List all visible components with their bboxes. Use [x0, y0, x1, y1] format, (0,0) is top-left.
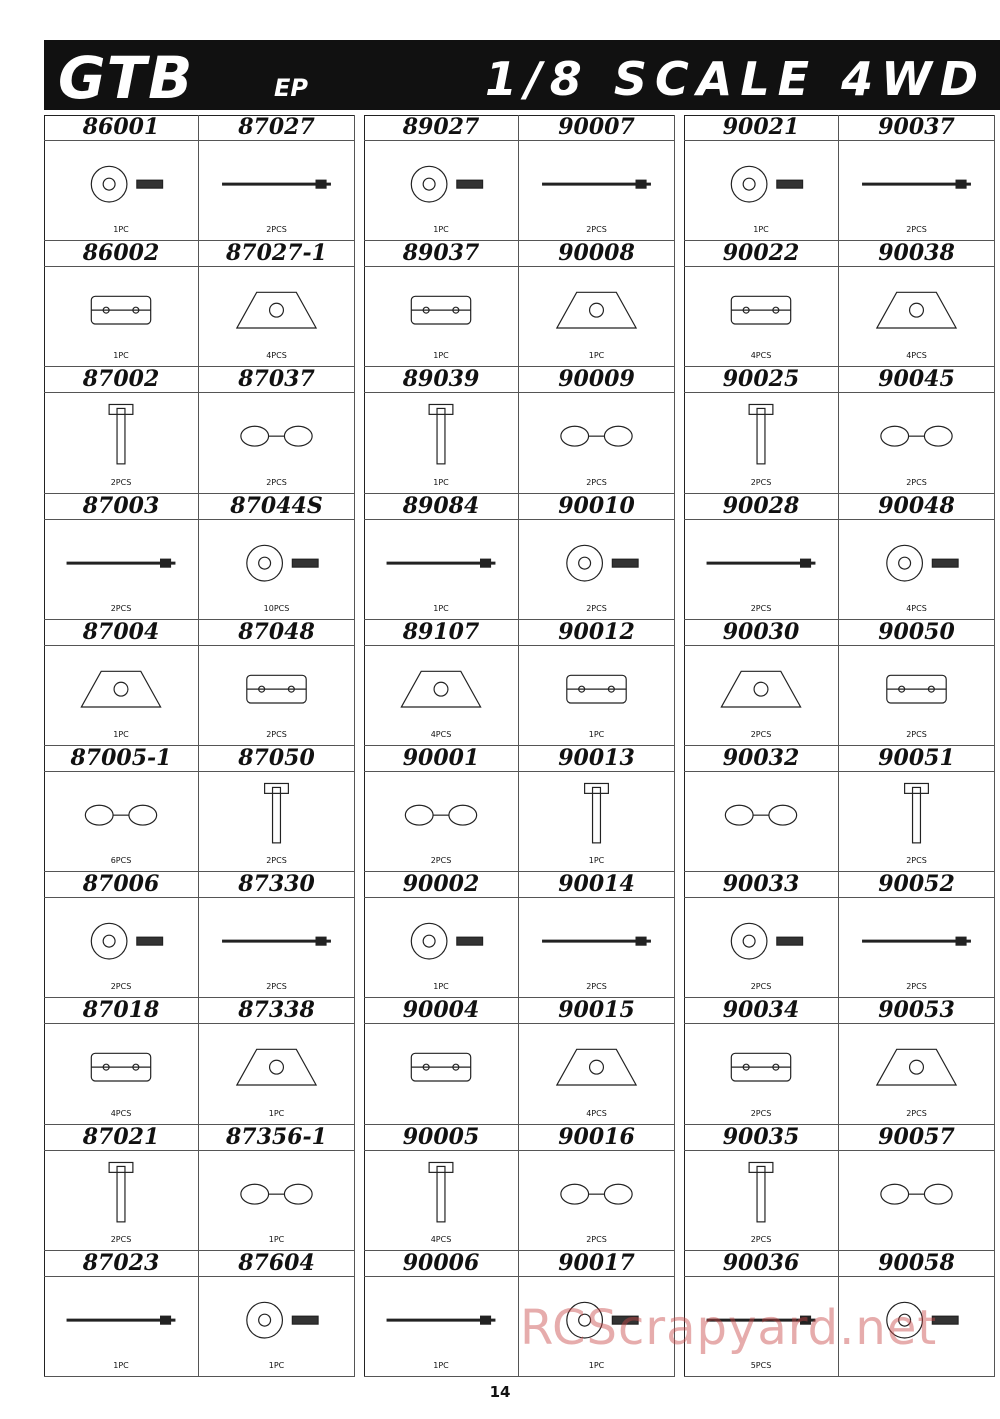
part-number: 87050: [199, 746, 354, 772]
part-quantity: 2PCS: [266, 729, 287, 739]
part-number: 90036: [684, 1251, 838, 1277]
part-illustration: [519, 645, 674, 745]
part-cell: [519, 241, 675, 367]
part-quantity: 4PCS: [110, 1108, 132, 1118]
part-number: 90012: [519, 620, 674, 646]
part-drawing: [364, 1023, 518, 1123]
part-cell: [44, 998, 199, 1124]
part-drawing: [684, 771, 838, 871]
part-cell: [199, 1125, 355, 1251]
part-cell: [684, 1125, 839, 1251]
part-illustration: [44, 392, 198, 492]
part-illustration: [199, 266, 354, 366]
part-cell: [364, 367, 519, 493]
part-number: 90051: [839, 746, 994, 772]
part-illustration: [199, 519, 354, 619]
part-quantity: 1PC: [268, 1108, 285, 1118]
part-cell: [364, 494, 519, 620]
part-illustration: [364, 771, 518, 871]
part-quantity: 2PCS: [750, 982, 772, 992]
part-number: 87006: [44, 872, 198, 898]
part-illustration: [44, 897, 198, 997]
part-number: 90006: [364, 1251, 518, 1277]
part-illustration: [519, 1150, 674, 1250]
part-quantity: 2PCS: [906, 982, 927, 992]
part-number: 90004: [364, 998, 518, 1024]
part-illustration: [839, 897, 994, 997]
part-number: 90002: [364, 872, 518, 898]
part-illustration: [44, 266, 198, 366]
part-illustration: [519, 140, 674, 240]
part-illustration: [199, 1023, 354, 1123]
part-number: 90014: [519, 872, 674, 898]
part-quantity: 2PCS: [110, 982, 132, 992]
part-number: 90010: [519, 494, 674, 520]
part-number: 87005-1: [44, 746, 198, 772]
part-cell: [839, 1125, 995, 1251]
part-quantity: 2PCS: [110, 1234, 132, 1244]
scale-title: 1/8 SCALE 4WD: [485, 52, 986, 106]
part-cell: [44, 115, 199, 241]
part-illustration: [44, 1150, 198, 1250]
part-illustration: [839, 1023, 994, 1123]
part-quantity: 1PC: [433, 477, 449, 487]
part-quantity: 2PCS: [750, 1108, 772, 1118]
part-quantity: 2PCS: [586, 603, 607, 613]
part-cell: [684, 872, 839, 998]
part-illustration: [839, 771, 994, 871]
part-illustration: [684, 519, 838, 619]
part-quantity: 2PCS: [586, 477, 607, 487]
part-quantity: 1PC: [588, 1360, 605, 1370]
part-number: 90009: [519, 367, 674, 393]
part-number: 90033: [684, 872, 838, 898]
part-cell: [199, 115, 355, 241]
part-cell: [44, 872, 199, 998]
part-cell: [519, 115, 675, 241]
part-quantity: 2PCS: [586, 1234, 607, 1244]
part-cell: [839, 494, 995, 620]
part-cell: [684, 998, 839, 1124]
part-quantity: 1PC: [113, 225, 129, 235]
part-illustration: [684, 140, 838, 240]
part-cell: [839, 620, 995, 746]
part-cell: [199, 872, 355, 998]
part-number: 89027: [364, 115, 518, 141]
part-illustration: [519, 771, 674, 871]
part-illustration: [364, 1150, 518, 1250]
part-number: 90058: [839, 1251, 994, 1277]
part-illustration: [839, 519, 994, 619]
part-cell: [684, 241, 839, 367]
page-number: 14: [489, 1383, 511, 1401]
part-illustration: [364, 519, 518, 619]
part-illustration: [684, 1023, 838, 1123]
part-quantity: 1PC: [753, 225, 769, 235]
part-number: 90001: [364, 746, 518, 772]
part-cell: [364, 746, 519, 872]
part-cell: [364, 998, 519, 1124]
part-number: 87027-1: [199, 241, 354, 267]
part-cell: [364, 1125, 519, 1251]
part-number: 90017: [519, 1251, 674, 1277]
part-quantity: 4PCS: [906, 351, 927, 361]
part-cell: [839, 746, 995, 872]
part-number: 87002: [44, 367, 198, 393]
part-quantity: 1PC: [588, 856, 605, 866]
part-illustration: [44, 771, 198, 871]
part-number: 89107: [364, 620, 518, 646]
part-number: 90032: [684, 746, 838, 772]
part-number: 90038: [839, 241, 994, 267]
part-illustration: [364, 897, 518, 997]
part-illustration: [44, 1276, 198, 1376]
part-number: 87604: [199, 1251, 354, 1277]
part-illustration: [364, 266, 518, 366]
part-illustration: [684, 266, 838, 366]
part-illustration: [364, 1023, 518, 1123]
part-illustration: [364, 645, 518, 745]
part-quantity: 2PCS: [750, 1234, 772, 1244]
part-illustration: [839, 140, 994, 240]
part-cell: [839, 115, 995, 241]
part-illustration: [199, 771, 354, 871]
brand-logo: GTB: [58, 44, 195, 112]
part-number: 90034: [684, 998, 838, 1024]
part-quantity: 2PCS: [906, 856, 927, 866]
part-number: 90045: [839, 367, 994, 393]
part-quantity: 4PCS: [586, 1108, 607, 1118]
part-quantity: 2PCS: [430, 856, 452, 866]
part-quantity: 1PC: [113, 729, 129, 739]
watermark: RCScrapyard.net: [520, 1300, 938, 1356]
part-number: 87048: [199, 620, 354, 646]
part-quantity: 1PC: [433, 982, 449, 992]
part-cell: [684, 115, 839, 241]
part-quantity: 6PCS: [110, 856, 132, 866]
part-number: 90016: [519, 1125, 674, 1151]
part-cell: [44, 746, 199, 872]
part-illustration: [839, 645, 994, 745]
part-cell: [44, 367, 199, 493]
part-illustration: [44, 1023, 198, 1123]
part-cell: [684, 494, 839, 620]
part-illustration: [44, 645, 198, 745]
part-cell: [199, 620, 355, 746]
part-number: 87023: [44, 1251, 198, 1277]
part-number: 90028: [684, 494, 838, 520]
part-cell: [519, 367, 675, 493]
part-number: 90048: [839, 494, 994, 520]
part-quantity: 2PCS: [110, 603, 132, 613]
part-number: 86001: [44, 115, 198, 141]
part-quantity: 1PC: [268, 1360, 285, 1370]
part-cell: [839, 367, 995, 493]
part-cell: [519, 998, 675, 1124]
part-quantity: 2PCS: [750, 729, 772, 739]
part-cell: [364, 872, 519, 998]
part-number: 89037: [364, 241, 518, 267]
part-cell: [364, 241, 519, 367]
part-cell: [519, 872, 675, 998]
part-quantity: 1PC: [433, 351, 449, 361]
part-cell: [199, 998, 355, 1124]
part-illustration: [44, 519, 198, 619]
part-illustration: [364, 392, 518, 492]
brand-logo-sub: EP: [274, 74, 308, 102]
part-cell: [364, 620, 519, 746]
part-number: 87018: [44, 998, 198, 1024]
part-number: 86002: [44, 241, 198, 267]
part-illustration: [199, 1150, 354, 1250]
part-cell: [199, 1251, 355, 1377]
part-cell: [44, 1251, 199, 1377]
part-quantity: 2PCS: [750, 477, 772, 487]
part-number: 87044S: [199, 494, 354, 520]
part-number: 90005: [364, 1125, 518, 1151]
part-number: 90057: [839, 1125, 994, 1151]
part-cell: [199, 367, 355, 493]
part-number: 90015: [519, 998, 674, 1024]
part-cell: [364, 115, 519, 241]
part-quantity: 1PC: [113, 351, 129, 361]
part-number: 90025: [684, 367, 838, 393]
part-illustration: [44, 140, 198, 240]
part-illustration: [684, 771, 838, 871]
part-quantity: 2PCS: [586, 225, 607, 235]
part-number: 90050: [839, 620, 994, 646]
part-illustration: [199, 392, 354, 492]
part-quantity: 4PCS: [750, 351, 772, 361]
part-number: 90035: [684, 1125, 838, 1151]
part-quantity: 1PC: [433, 603, 449, 613]
title-banner: [44, 40, 1000, 110]
part-number: 87004: [44, 620, 198, 646]
part-quantity: 4PCS: [430, 1234, 452, 1244]
part-illustration: [519, 392, 674, 492]
part-quantity: 2PCS: [906, 1108, 927, 1118]
part-quantity: 1PC: [268, 1234, 285, 1244]
part-illustration: [364, 1276, 518, 1376]
part-quantity: 1PC: [113, 1360, 129, 1370]
part-number: 87330: [199, 872, 354, 898]
part-cell: [44, 620, 199, 746]
part-quantity: 2PCS: [750, 603, 772, 613]
part-illustration: [839, 392, 994, 492]
part-number: 90022: [684, 241, 838, 267]
part-number: 89084: [364, 494, 518, 520]
part-drawing: [839, 1150, 994, 1250]
part-cell: [684, 367, 839, 493]
part-illustration: [199, 140, 354, 240]
part-illustration: [839, 1150, 994, 1250]
part-quantity: 2PCS: [906, 729, 927, 739]
part-quantity: 2PCS: [266, 225, 287, 235]
part-quantity: 1PC: [433, 225, 449, 235]
part-cell: [839, 998, 995, 1124]
part-illustration: [199, 897, 354, 997]
part-quantity: 2PCS: [906, 477, 927, 487]
part-illustration: [519, 1023, 674, 1123]
part-quantity: 2PCS: [586, 982, 607, 992]
part-number: 87356-1: [199, 1125, 354, 1151]
part-quantity: 4PCS: [906, 603, 927, 613]
part-quantity: 2PCS: [906, 225, 927, 235]
part-quantity: 1PC: [433, 1360, 449, 1370]
part-number: 87021: [44, 1125, 198, 1151]
part-illustration: [364, 140, 518, 240]
part-number: 87037: [199, 367, 354, 393]
part-illustration: [684, 392, 838, 492]
part-quantity: 2PCS: [266, 477, 287, 487]
part-quantity: 1PC: [588, 729, 605, 739]
part-cell: [839, 872, 995, 998]
part-quantity: 1PC: [588, 351, 605, 361]
part-number: 90053: [839, 998, 994, 1024]
part-illustration: [684, 645, 838, 745]
part-quantity: 4PCS: [430, 729, 452, 739]
part-quantity: 4PCS: [266, 351, 287, 361]
part-quantity: 2PCS: [110, 477, 132, 487]
part-cell: [364, 1251, 519, 1377]
part-illustration: [684, 897, 838, 997]
part-cell: [519, 494, 675, 620]
part-number: 87027: [199, 115, 354, 141]
part-number: 90013: [519, 746, 674, 772]
part-number: 90037: [839, 115, 994, 141]
part-number: 87003: [44, 494, 198, 520]
part-illustration: [199, 645, 354, 745]
part-cell: [44, 1125, 199, 1251]
part-cell: [199, 746, 355, 872]
part-cell: [519, 1125, 675, 1251]
part-cell: [684, 746, 839, 872]
part-cell: [519, 746, 675, 872]
part-quantity: 5PCS: [750, 1360, 772, 1370]
part-cell: [44, 494, 199, 620]
part-number: 90007: [519, 115, 674, 141]
part-cell: [839, 241, 995, 367]
part-illustration: [519, 519, 674, 619]
part-number: 89039: [364, 367, 518, 393]
part-cell: [44, 241, 199, 367]
part-illustration: [684, 1150, 838, 1250]
part-number: 90021: [684, 115, 838, 141]
part-cell: [519, 620, 675, 746]
part-illustration: [519, 897, 674, 997]
part-number: 90008: [519, 241, 674, 267]
part-quantity: 2PCS: [266, 856, 287, 866]
part-illustration: [199, 1276, 354, 1376]
part-quantity: 10PCS: [263, 603, 290, 613]
part-illustration: [839, 266, 994, 366]
part-cell: [199, 494, 355, 620]
part-number: 90052: [839, 872, 994, 898]
part-illustration: [519, 266, 674, 366]
part-cell: [684, 620, 839, 746]
part-cell: [199, 241, 355, 367]
part-number: 87338: [199, 998, 354, 1024]
part-quantity: 2PCS: [266, 982, 287, 992]
part-number: 90030: [684, 620, 838, 646]
